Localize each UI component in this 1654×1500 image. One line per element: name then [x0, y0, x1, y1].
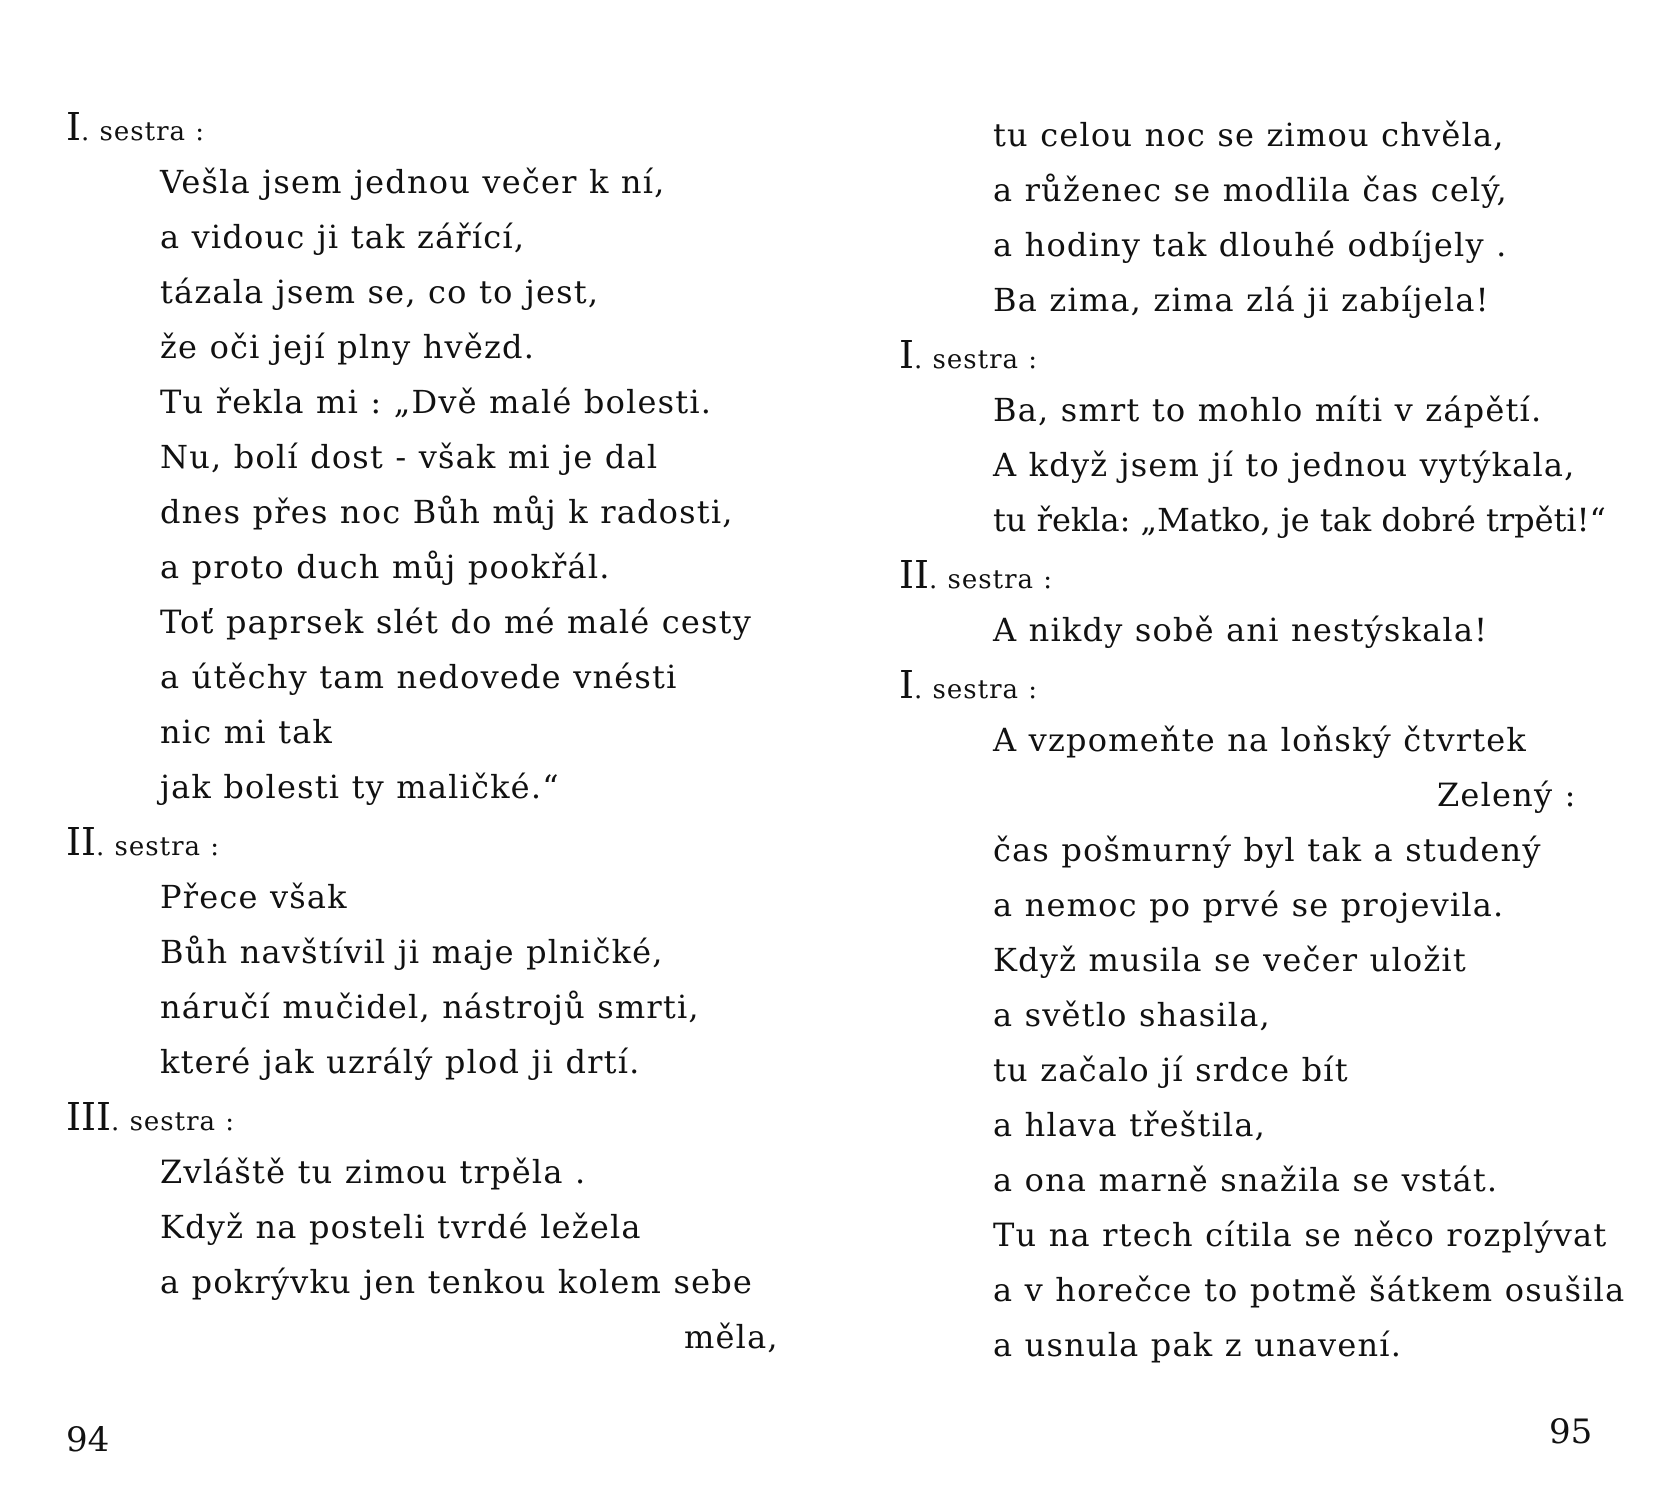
- speaker-word: . sestra :: [81, 117, 206, 147]
- speaker-word: . sestra :: [929, 565, 1054, 595]
- verse-line: že oči její plny hvězd.: [160, 328, 536, 366]
- speaker-label: [66, 107, 205, 152]
- verse-line: a proto duch můj pookřál.: [160, 548, 611, 586]
- verse-line: Tu řekla mi : „Dvě malé bolesti.: [160, 383, 713, 421]
- speaker-label: [66, 1097, 235, 1142]
- speaker-label: [899, 555, 1053, 600]
- verse-line: náručí mučidel, nástrojů smrti,: [160, 988, 700, 1026]
- right-page: [827, 0, 1654, 1500]
- verse-line: A vzpomeňte na loňský čtvrtek: [993, 721, 1528, 759]
- verse-line: a vidouc ji tak zářící,: [160, 218, 526, 256]
- speaker-number: I: [899, 333, 915, 377]
- verse-line: Když na posteli tvrdé ležela: [160, 1208, 642, 1246]
- verse-line: dnes přes noc Bůh můj k radosti,: [160, 493, 734, 531]
- verse-line: tu řekla: „Matko, je tak dobré trpěti!“: [993, 501, 1606, 539]
- verse-line: Nu, bolí dost - však mi je dal: [160, 438, 659, 476]
- verse-line: a usnula pak z unavení.: [993, 1326, 1403, 1364]
- speaker-number: II: [899, 553, 930, 597]
- verse-line: Ba zima, zima zlá ji zabíjela!: [993, 281, 1490, 319]
- speaker-label: [899, 665, 1038, 710]
- verse-line: Ba, smrt to mohlo míti v zápětí.: [993, 391, 1543, 429]
- verse-line: tázala jsem se, co to jest,: [160, 273, 600, 311]
- verse-line: Toť paprsek slét do mé malé cesty: [160, 603, 753, 641]
- speaker-word: . sestra :: [914, 345, 1039, 375]
- verse-line: Bůh navštívil ji maje plničké,: [160, 933, 664, 971]
- verse-line: a pokrývku jen tenkou kolem sebe: [160, 1263, 754, 1301]
- verse-line: a světlo shasila,: [993, 996, 1271, 1034]
- verse-line: a v horečce to potmě šátkem osušila: [993, 1271, 1626, 1309]
- verse-line: Přece však: [160, 878, 348, 916]
- speaker-word: . sestra :: [111, 1107, 236, 1137]
- verse-line: a hodiny tak dlouhé odbíjely .: [993, 226, 1508, 264]
- verse-line: a hlava třeštila,: [993, 1106, 1266, 1144]
- speaker-label: [899, 335, 1038, 380]
- verse-line: nic mi tak: [160, 713, 334, 751]
- verse-line: A když jsem jí to jednou vytýkala,: [993, 446, 1576, 484]
- speaker-label: [66, 822, 220, 867]
- verse-line: které jak uzrálý plod ji drtí.: [160, 1043, 641, 1081]
- verse-line: Vešla jsem jednou večer k ní,: [160, 163, 666, 201]
- verse-line: Zvláště tu zimou trpěla .: [160, 1153, 587, 1191]
- speaker-word: . sestra :: [96, 832, 221, 862]
- page-number: 94: [66, 1420, 110, 1460]
- verse-line: čas pošmurný byl tak a studený: [993, 831, 1542, 869]
- verse-line: jak bolesti ty maličké.“: [160, 768, 560, 806]
- verse-line: a nemoc po prvé se projevila.: [993, 886, 1505, 924]
- verse-line-carryover: Zelený :: [1437, 776, 1577, 814]
- verse-line: A nikdy sobě ani nestýskala!: [993, 611, 1489, 649]
- page-number: 95: [1549, 1412, 1593, 1452]
- verse-line: a růženec se modlila čas celý,: [993, 171, 1508, 209]
- speaker-number: III: [66, 1095, 112, 1139]
- verse-line: tu celou noc se zimou chvěla,: [993, 116, 1505, 154]
- speaker-number: II: [66, 820, 97, 864]
- verse-line: a útěchy tam nedovede vnésti: [160, 658, 678, 696]
- speaker-word: . sestra :: [914, 675, 1039, 705]
- speaker-number: I: [66, 105, 82, 149]
- speaker-number: I: [899, 663, 915, 707]
- verse-line: tu začalo jí srdce bít: [993, 1051, 1349, 1089]
- verse-line: Tu na rtech cítila se něco rozplývat: [993, 1216, 1608, 1254]
- verse-line-carryover: měla,: [684, 1318, 779, 1356]
- verse-line: a ona marně snažila se vstát.: [993, 1161, 1499, 1199]
- verse-line: Když musila se večer uložit: [993, 941, 1467, 979]
